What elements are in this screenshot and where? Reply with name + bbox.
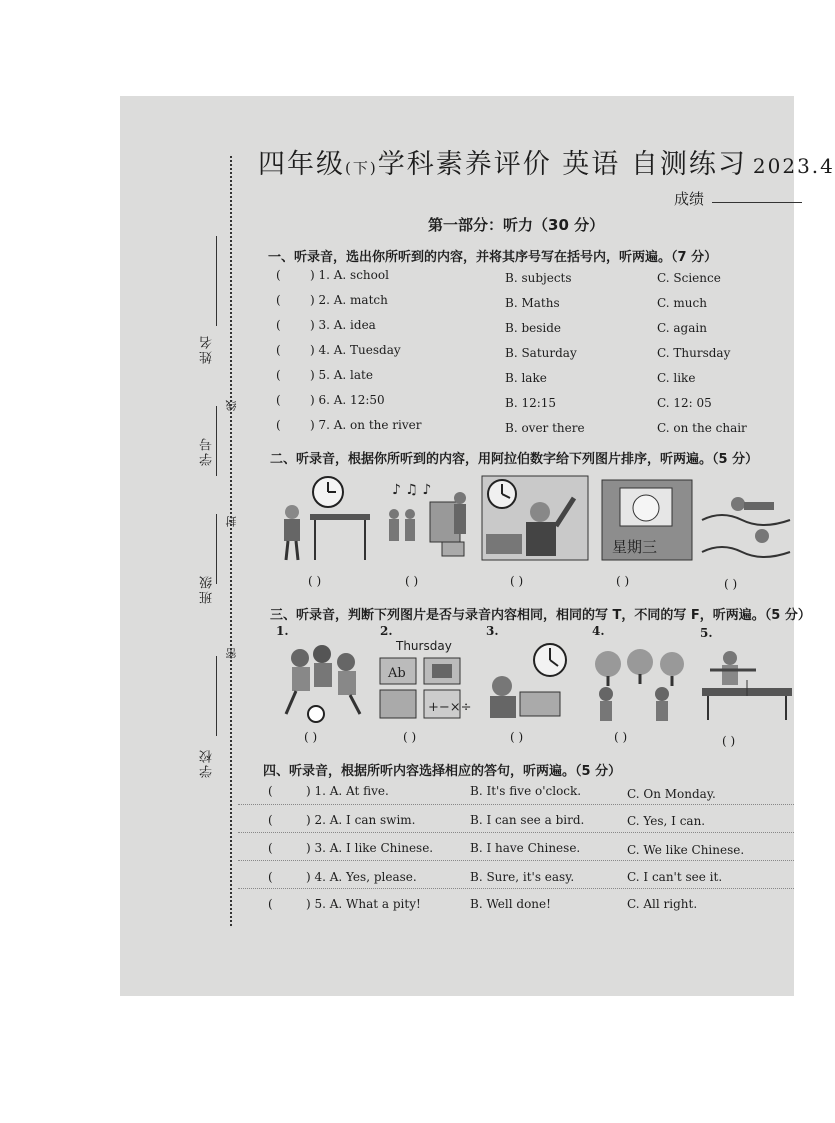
order-bracket[interactable]: ( ) — [616, 574, 630, 588]
option-a: ) 1. A. At five. — [306, 784, 389, 798]
order-bracket[interactable]: ( ) — [510, 574, 524, 588]
picture-ping-pong-boy — [270, 474, 376, 564]
section-two-title: 二、听录音，根据你所听到的内容，用阿拉伯数字给下列图片排序，听两遍。（5 分） — [270, 452, 759, 467]
option-c: C. On Monday. — [627, 787, 716, 801]
option-b: B. 12:15 — [505, 396, 557, 410]
picture-swimming — [698, 480, 794, 562]
answer-bracket[interactable]: ( — [276, 318, 281, 332]
answer-bracket[interactable]: ( — [276, 393, 281, 407]
option-a: ) 6. A. 12:50 — [310, 393, 385, 407]
answer-bracket[interactable]: ( — [276, 418, 281, 432]
option-b: B. over there — [505, 421, 585, 435]
option-c: C. All right. — [627, 897, 698, 911]
judge-bracket[interactable]: ( ) — [510, 730, 524, 744]
option-b: B. Maths — [505, 296, 560, 310]
score-blank[interactable] — [712, 202, 802, 203]
judge-bracket[interactable]: ( ) — [304, 730, 318, 744]
option-c: C. We like Chinese. — [627, 843, 745, 857]
row-divider — [238, 832, 794, 833]
seal-line-char: 线 — [225, 398, 238, 411]
option-a: ) 5. A. What a pity! — [306, 897, 421, 911]
svg-text:♪ ♫ ♪: ♪ ♫ ♪ — [392, 482, 432, 498]
title-term: (下) — [345, 159, 378, 177]
option-b: B. beside — [505, 321, 562, 335]
judge-bracket[interactable]: ( ) — [614, 730, 628, 744]
order-bracket[interactable]: ( ) — [724, 577, 738, 591]
svg-text:Ab: Ab — [388, 666, 406, 681]
exam-sheet — [120, 96, 835, 996]
picture-football-kids — [270, 644, 370, 724]
option-a: ) 3. A. idea — [310, 318, 376, 332]
option-a: ) 5. A. late — [310, 368, 373, 382]
picture-subject-icons — [378, 656, 472, 720]
picture-number: 3. — [486, 624, 499, 638]
picture-trees-kids — [590, 648, 686, 724]
answer-bracket[interactable]: ( — [276, 368, 281, 382]
option-a: ) 4. A. Yes, please. — [306, 870, 417, 884]
order-bracket[interactable]: ( ) — [405, 574, 419, 588]
name-label: 姓名 — [200, 334, 215, 364]
option-a: ) 7. A. on the river — [310, 418, 422, 432]
option-c: C. I can't see it. — [627, 870, 723, 884]
row-divider — [238, 860, 794, 861]
name-blank[interactable] — [216, 236, 217, 326]
answer-bracket[interactable]: ( — [268, 813, 273, 827]
picture-number: 1. — [276, 624, 289, 638]
option-b: B. Sure, it's easy. — [470, 870, 575, 884]
answer-bracket[interactable]: ( — [268, 897, 273, 911]
option-c: C. Science — [657, 271, 721, 285]
row-divider — [238, 888, 794, 889]
section-one-title: 一、听录音，选出你所听到的内容，并将其序号写在括号内，听两遍。（7 分） — [268, 250, 718, 265]
school-blank[interactable] — [216, 656, 217, 736]
option-a: ) 2. A. match — [310, 293, 388, 307]
exam-title — [258, 142, 835, 181]
answer-bracket[interactable]: ( — [276, 293, 281, 307]
title-subject: 学科素养评价 英语 自测练习 — [377, 149, 747, 180]
answer-bracket[interactable]: ( — [268, 784, 273, 798]
student-number-label: 学号 — [200, 436, 215, 466]
seal-cover-char: 封 — [225, 514, 238, 527]
option-c: C. 12: 05 — [657, 396, 712, 410]
svg-text:+−×÷: +−×÷ — [428, 700, 472, 715]
option-b: B. Well done! — [470, 897, 551, 911]
row-divider — [238, 804, 794, 805]
picture-clock-student — [486, 642, 582, 720]
section-three-title: 三、听录音，判断下列图片是否与录音内容相同，相同的写 T，不同的写 F，听两遍。（5 分） — [270, 608, 811, 623]
answer-bracket[interactable]: ( — [276, 268, 281, 282]
option-c: C. like — [657, 371, 696, 385]
option-b: B. It's five o'clock. — [470, 784, 582, 798]
picture-number: 5. — [700, 626, 713, 640]
option-a: ) 4. A. Tuesday — [310, 343, 401, 357]
option-c: C. much — [657, 296, 707, 310]
answer-bracket[interactable]: ( — [268, 841, 273, 855]
option-b: B. I can see a bird. — [470, 813, 585, 827]
option-c: C. Yes, I can. — [627, 814, 706, 828]
answer-bracket[interactable]: ( — [268, 870, 273, 884]
binding-margin — [120, 96, 238, 996]
class-label: 班级 — [200, 574, 215, 604]
option-b: B. Saturday — [505, 346, 577, 360]
option-b: B. subjects — [505, 271, 572, 285]
thursday-label: Thursday — [396, 639, 452, 653]
answer-bracket[interactable]: ( — [276, 343, 281, 357]
binding-dotted-line — [230, 156, 232, 926]
option-b: B. lake — [505, 371, 547, 385]
option-c: C. again — [657, 321, 707, 335]
option-a: ) 3. A. I like Chinese. — [306, 841, 434, 855]
option-a: ) 1. A. school — [310, 268, 389, 282]
school-label: 学校 — [200, 748, 215, 778]
exam-date: 2023.4 — [752, 154, 835, 178]
option-b: B. I have Chinese. — [470, 841, 581, 855]
title-grade: 四年级 — [258, 149, 345, 180]
judge-bracket[interactable]: ( ) — [403, 730, 417, 744]
seal-close-char: 密 — [225, 646, 238, 659]
picture-number: 2. — [380, 624, 393, 638]
picture-number: 4. — [592, 624, 605, 638]
weekday-card-label: 星期三 — [612, 538, 658, 556]
picture-boy-waking-up — [482, 476, 588, 560]
order-bracket[interactable]: ( ) — [308, 574, 322, 588]
picture-music-class — [382, 478, 472, 564]
option-a: ) 2. A. I can swim. — [306, 813, 416, 827]
part-one-title: 第一部分：听力（30 分） — [428, 216, 605, 234]
option-c: C. on the chair — [657, 421, 747, 435]
judge-bracket[interactable]: ( ) — [722, 734, 736, 748]
picture-table-tennis — [696, 648, 794, 724]
score-label: 成绩 — [674, 190, 705, 208]
section-four-title: 四、听录音，根据所听内容选择相应的答句，听两遍。（5 分） — [263, 764, 622, 779]
option-c: C. Thursday — [657, 346, 731, 360]
